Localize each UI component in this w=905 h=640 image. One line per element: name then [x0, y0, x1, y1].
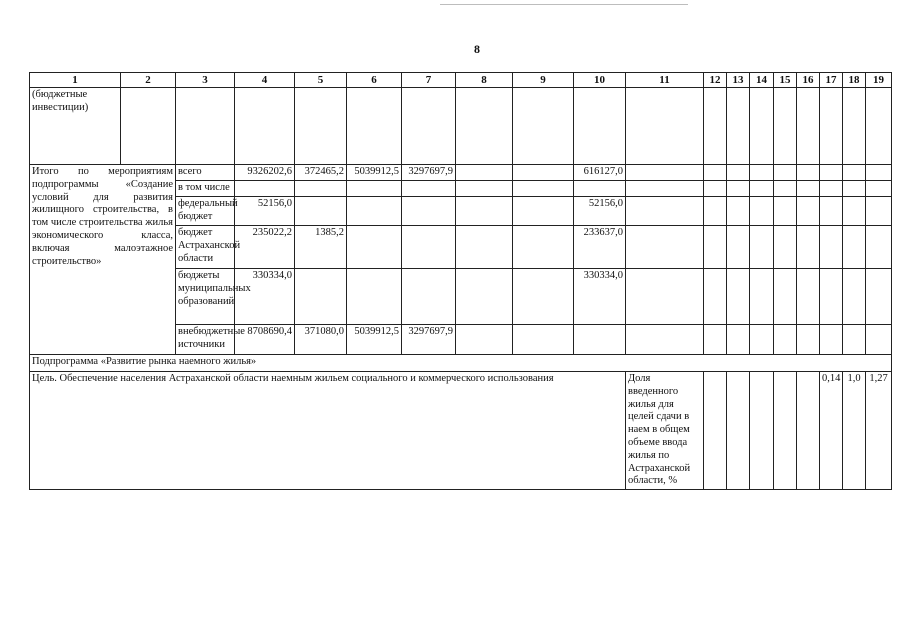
cell-c4: 9326202,6 — [235, 165, 295, 181]
cell-c4: 52156,0 — [235, 197, 295, 226]
col-header: 6 — [347, 73, 402, 88]
source-label: бюджет Астраханской области — [176, 226, 235, 269]
cell-c19: 1,27 — [866, 372, 892, 490]
cell-c5: 372465,2 — [295, 165, 347, 181]
source-label: в том числе — [176, 181, 235, 197]
cell-c7: 3297697,9 — [402, 165, 456, 181]
col-header: 15 — [774, 73, 797, 88]
source-label: федеральный бюджет — [176, 197, 235, 226]
cell-c18: 1,0 — [843, 372, 866, 490]
source-label: внебюджетные источники — [176, 325, 235, 355]
col-header: 5 — [295, 73, 347, 88]
col-header: 2 — [121, 73, 176, 88]
col-header: 3 — [176, 73, 235, 88]
cell-c10: 52156,0 — [574, 197, 626, 226]
header-row — [30, 73, 892, 88]
col-header: 12 — [704, 73, 727, 88]
col-header: 9 — [513, 73, 574, 88]
cell-c7: 3297697,9 — [402, 325, 456, 355]
col-header: 4 — [235, 73, 295, 88]
top-rule — [440, 4, 688, 5]
cell-c10: 330334,0 — [574, 269, 626, 325]
table-row-budget-investments — [30, 88, 892, 165]
col-header: 13 — [727, 73, 750, 88]
source-label: бюджеты муниципальных образований — [176, 269, 235, 325]
cell-c6: 5039912,5 — [347, 325, 402, 355]
col-header: 7 — [402, 73, 456, 88]
table-row-subprogram — [30, 355, 892, 372]
cell-c17: 0,14 — [820, 372, 843, 490]
cell-budget-investments: (бюджетные инвестиции) — [30, 88, 121, 165]
col-header: 17 — [820, 73, 843, 88]
table-row-total-all — [30, 165, 892, 181]
cell-c4: 235022,2 — [235, 226, 295, 269]
total-title: Итого по мероприятиям подпрограммы «Создание условий для развития жилищного строительства, в том числе строительства жилья экономического класса, включая малоэтажное строительство» — [30, 165, 176, 355]
col-header: 16 — [797, 73, 820, 88]
cell-c4: 8708690,4 — [235, 325, 295, 355]
cell-c6: 5039912,5 — [347, 165, 402, 181]
indicator-text: Доля введенного жилья для целей сдачи в наем в общем объеме ввода жилья по Астраханской области, % — [626, 372, 704, 490]
col-header: 11 — [626, 73, 704, 88]
cell-c5: 371080,0 — [295, 325, 347, 355]
col-header: 10 — [574, 73, 626, 88]
program-table — [29, 72, 892, 490]
table-row-goal — [30, 372, 892, 490]
col-header: 8 — [456, 73, 513, 88]
col-header: 1 — [30, 73, 121, 88]
cell-c4: 330334,0 — [235, 269, 295, 325]
page-number: 8 — [474, 42, 480, 56]
cell-c5: 1385,2 — [295, 226, 347, 269]
col-header: 18 — [843, 73, 866, 88]
goal-text: Цель. Обеспечение населения Астраханской области наемным жильем социального и коммерческого использования — [30, 372, 626, 490]
col-header: 19 — [866, 73, 892, 88]
cell-c10: 616127,0 — [574, 165, 626, 181]
subprogram-title: Подпрограмма «Развитие рынка наемного жилья» — [30, 355, 892, 372]
col-header: 14 — [750, 73, 774, 88]
source-label: всего — [176, 165, 235, 181]
cell-c10: 233637,0 — [574, 226, 626, 269]
